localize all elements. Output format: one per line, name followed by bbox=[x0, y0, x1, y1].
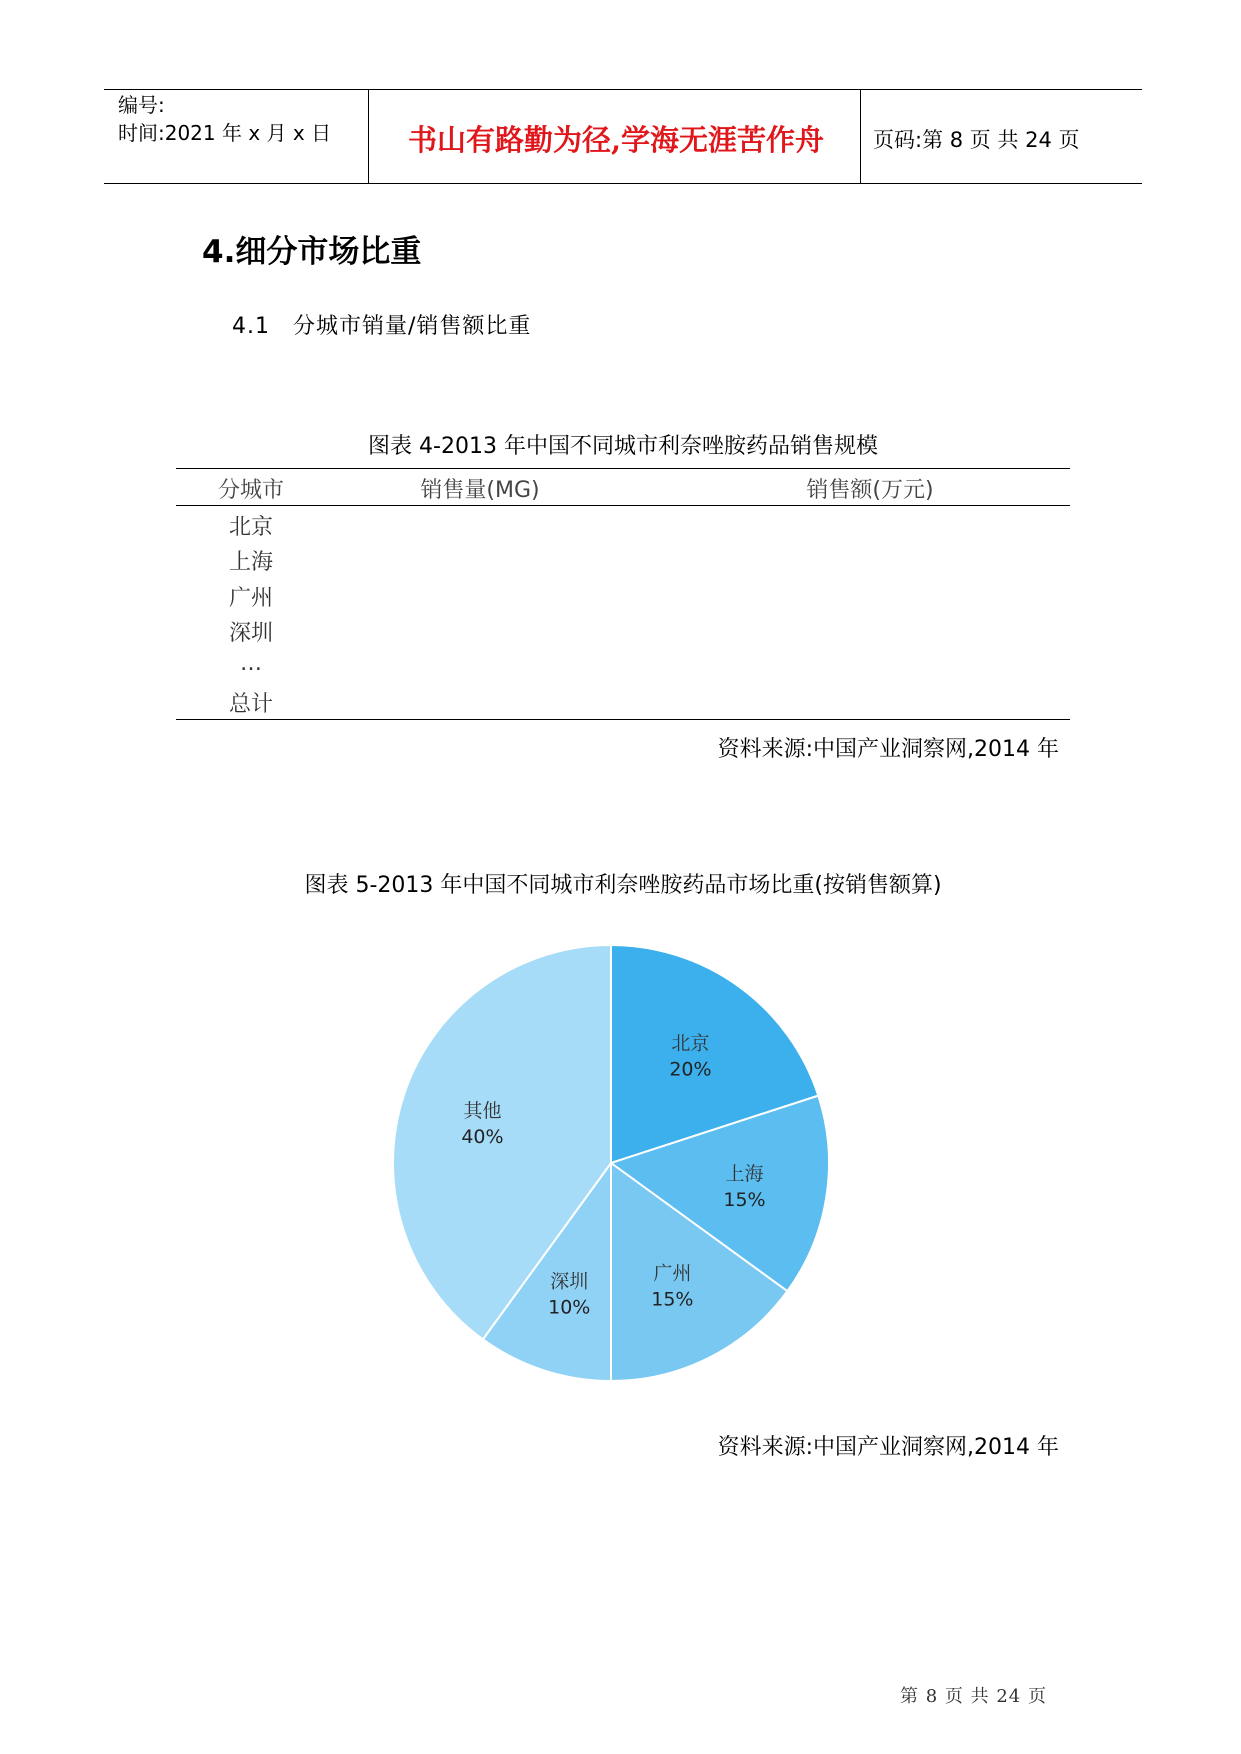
section-title: 4.细分市场比重 bbox=[202, 234, 422, 270]
pie-label-percent: 40% bbox=[461, 1126, 504, 1149]
table-bottom-rule bbox=[176, 719, 1070, 720]
header-divider-left bbox=[368, 89, 369, 183]
header-motto: 书山有路勤为径,学海无涯苦作舟 bbox=[407, 123, 825, 157]
table-row: 深圳 bbox=[228, 621, 273, 646]
chart-caption: 图表 5-2013 年中国不同城市利奈唑胺药品市场比重(按销售额算) bbox=[304, 873, 942, 898]
pie-label-category: 北京 bbox=[671, 1032, 710, 1055]
pie-label-category: 深圳 bbox=[550, 1270, 589, 1293]
pie-label-category: 广州 bbox=[653, 1262, 692, 1285]
table-header-revenue: 销售额(万元) bbox=[806, 478, 934, 503]
chart-source: 资料来源:中国产业洞察网,2014 年 bbox=[717, 1435, 1059, 1460]
pie-label-percent: 20% bbox=[669, 1058, 712, 1081]
table-row: 北京 bbox=[228, 515, 273, 540]
header-top-rule bbox=[104, 89, 1142, 90]
table-row: 上海 bbox=[228, 550, 273, 575]
table-row: … bbox=[240, 651, 262, 676]
header-divider-right bbox=[860, 89, 861, 183]
table-caption: 图表 4-2013 年中国不同城市利奈唑胺药品销售规模 bbox=[368, 434, 878, 459]
pie-label-percent: 10% bbox=[548, 1296, 591, 1319]
table-header-rule bbox=[176, 505, 1070, 506]
table-row: 广州 bbox=[228, 586, 273, 611]
pie-label-percent: 15% bbox=[723, 1189, 766, 1212]
pie-label-category: 其他 bbox=[463, 1100, 502, 1123]
header-bottom-rule bbox=[104, 183, 1142, 184]
pie-chart bbox=[0, 920, 1241, 1420]
table-header-city: 分城市 bbox=[217, 478, 284, 503]
table-header-volume: 销售量(MG) bbox=[420, 478, 540, 503]
pie-label-category: 上海 bbox=[725, 1163, 764, 1186]
subsection-title: 4.1 分城市销量/销售额比重 bbox=[232, 314, 532, 339]
table-top-rule bbox=[176, 468, 1070, 469]
header-number-label: 编号: bbox=[118, 93, 165, 117]
footer-page-number: 第 8 页 共 24 页 bbox=[900, 1686, 1047, 1707]
table-source: 资料来源:中国产业洞察网,2014 年 bbox=[717, 737, 1059, 762]
header-time-label: 时间:2021 年 x 月 x 日 bbox=[118, 121, 332, 145]
header-page-info: 页码:第 8 页 共 24 页 bbox=[873, 128, 1080, 152]
pie-label-percent: 15% bbox=[651, 1288, 694, 1311]
table-row: 总计 bbox=[228, 692, 273, 717]
